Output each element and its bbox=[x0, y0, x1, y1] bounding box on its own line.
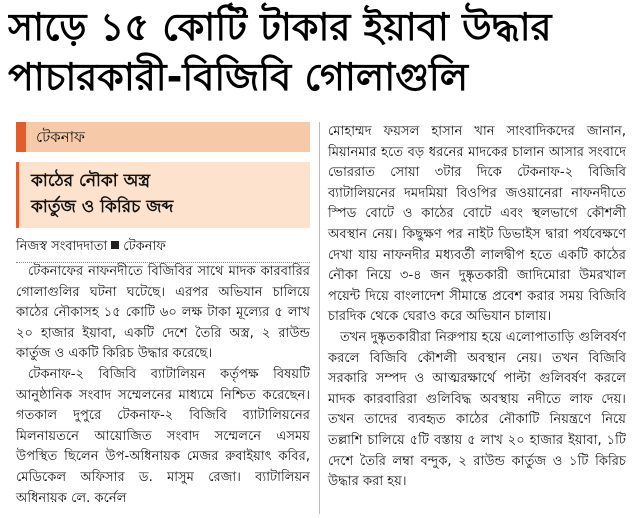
paragraph: টেকনাফের নাফনদীতে বিজিবির সাথে মাদক কারবারির গোলাগুলির ঘটনা ঘটেছে। এরপর অভিযান চালিয়ে কাঠের নৌকাসহ ১৫ কোটি ৬০ লক্ষ টাকা মূল্যের ৫ লাখ ২০ হাজার ইয়াবা, একটি দেশে তৈরি অস্ত্র, ২ রাউন্ড কার্তুজ ও একটি কিরিচ উদ্ধার করেছে। bbox=[16, 264, 310, 362]
paragraph: টেকনাফ-২ বিজিবি ব্যাটালিয়ন কর্তৃপক্ষ বিষয়টি আনুষ্ঠানিক সংবাদ সম্মেলনের মাধ্যমে নিশ্চিত করেছেন। গতকাল দুপুরে টেকনাফ-২ বিজিবি ব্যাটালিয়নের মিলনায়তনে আয়োজিত সংবাদ সম্মেলনে এসময় উপস্থিত ছিলেন উপ-অধিনায়ক মেজর রুবাইয়াৎ কবির, মেডিকেল অফিসার ড. মাসুম রেজা। ব্যাটালিয়ন অধিনায়ক লে. কর্নেল bbox=[16, 366, 310, 506]
headline-line-2: পাচারকারী-বিজিবি গোলাগুলি bbox=[8, 55, 469, 99]
left-column-header bbox=[8, 122, 310, 263]
article-body-left bbox=[16, 262, 310, 509]
paragraph: তখন দুষ্কৃতকারীরা নিরুপায় হয়ে এলোপাতাড়ি গুলিবর্ষণ করলে বিজিবি কৌশলী অবস্থান নেয়। তখন বিজিবি সরকারি সম্পদ ও আত্মরক্ষার্থে পাল্টা গুলিবর্ষণ করলে মাদক কারবারিরা গুলিবিদ্ধ অবস্থায় নদীতে লাফ দেয়। তখন তাদের ব্যবহৃত কাঠের নৌকাটি নিয়ন্ত্রণে নিয়ে তল্লাশি চালিয়ে ৫টি বস্তায় ৫ লাখ ২০ হাজার ইয়াবা, ১টি দেশে তৈরি লম্বা বন্দুক, ২ রাউন্ড কার্তুজ ও ১টি কিরিচ উদ্ধার করা হয়। bbox=[328, 329, 626, 490]
headline bbox=[8, 2, 628, 102]
column-divider bbox=[319, 122, 320, 514]
headline-line-1: সাড়ে ১৫ কোটি টাকার ইয়াবা উদ্ধার bbox=[8, 5, 552, 49]
paragraph: মোহাম্মদ ফয়সল হাসান খান সাংবাদিকদের জানান, মিয়ানমার হতে বড় ধরনের মাদকের চালান আসার সংবাদে ভোররাত সোয়া ৩টার দিকে টেকনাফ-২ বিজিবি ব্যাটালিয়নের দমদমিয়া বিওপির জওয়ানেরা নাফনদীতে স্পিড বোটে ও কাঠের বোটে এবং স্থলভাগে কৌশলী অবস্থান নেয়। কিছুক্ষণ পর নাইট ডিভাইস দ্বারা পর্যবেক্ষণে দেখা যায় নাফনদীর মধ্যবর্তী লালদ্বীপ হতে একটি কাঠের নৌকা নিয়ে ৩-৪ জন দুষ্কৃতকারী জাদিমোরা উমরখাল পয়েন্ট দিয়ে বাংলাদেশ সীমান্তে প্রবেশ করার সময় বিজিবি চারদিক থেকে ঘেরাও করে অভিযান চালায়। bbox=[328, 124, 626, 325]
subheadline bbox=[16, 162, 310, 228]
byline-place: টেকনাফ bbox=[123, 239, 166, 254]
byline bbox=[16, 238, 310, 263]
square-bullet-icon bbox=[111, 241, 119, 249]
subheadline-line-2: কার্তুজ ও কিরিচ জব্দ bbox=[31, 197, 174, 217]
location-tag: টেকনাফ bbox=[16, 122, 310, 152]
subheadline-line-1: কাঠের নৌকা অস্ত্র bbox=[31, 171, 151, 191]
article-body-right bbox=[328, 122, 626, 493]
byline-reporter: নিজস্ব সংবাদদাতা bbox=[16, 239, 108, 254]
